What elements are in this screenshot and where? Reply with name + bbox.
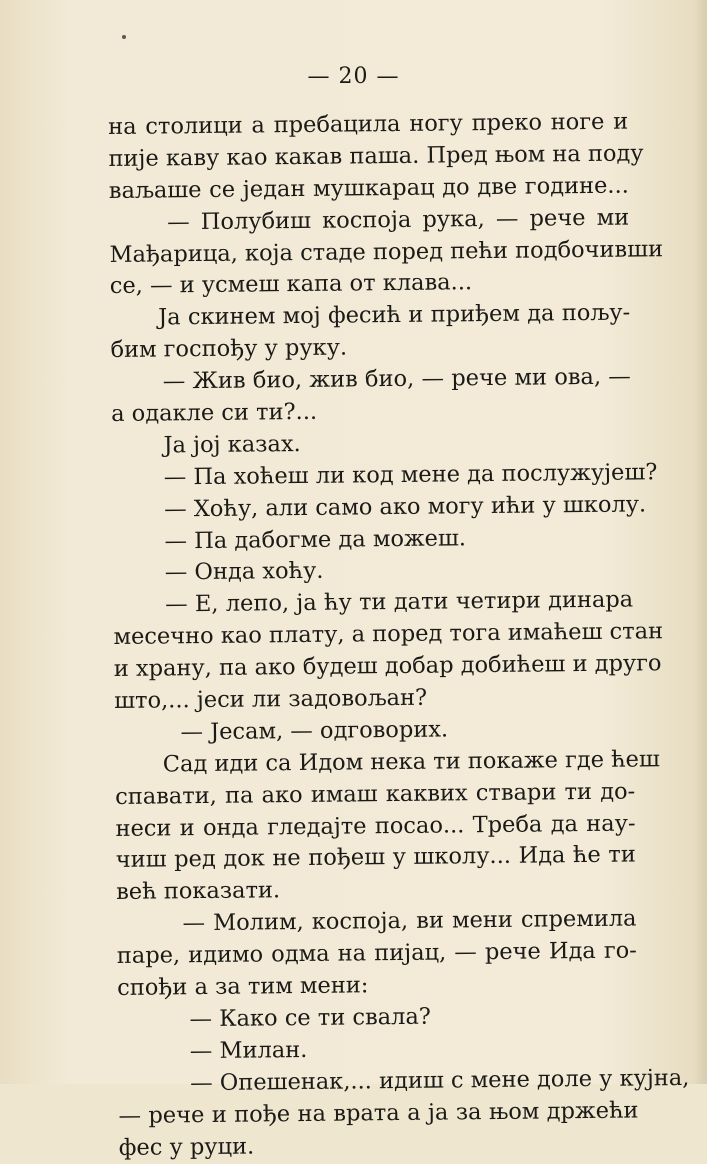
text-line: — Молим, коспоја, ви мени спремила <box>182 905 637 937</box>
text-line: Ја јој казах. <box>163 430 301 459</box>
ink-speck <box>122 35 126 39</box>
text-line: Ја скинем мој фесић и приђем да пољу- <box>158 299 631 331</box>
text-line: и храну, па ако будеш добар добићеш и друго <box>113 650 662 683</box>
text-line: Мађарица, која стаде поред пећи подбочивши <box>109 235 664 268</box>
text-line: на столици а пребацила ногу преко ноге и <box>108 108 629 140</box>
text-line: — Па хоћеш ли код мене да послужујеш? <box>163 459 658 491</box>
text-line: — Хоћу, али само ако могу ићи у школу. <box>164 491 647 523</box>
text-line: а одакле си ти?... <box>111 398 318 427</box>
text-line: — Жив био, жив био, — рече ми ова, — <box>162 363 631 395</box>
text-line: већ показати. <box>116 877 281 906</box>
text-line: — Опешенак,... идиш с мене доле у кујна, <box>190 1064 690 1096</box>
text-line: — Јесам, — одговорих. <box>180 716 449 746</box>
text-line: ваљаше се један мушкарац до две године... <box>108 172 629 204</box>
text-line: — Онда хоћу. <box>164 558 324 586</box>
text-line: — Полубиш коспоја рука, — рече ми <box>167 204 630 236</box>
text-line: — Како се ти свала? <box>189 1003 431 1033</box>
text-line: спавати, па ако имаш каквих ствари ти до- <box>115 778 636 810</box>
text-line: — Е, лепо, ја ћу ти дати четири динара <box>165 586 634 618</box>
text-line: фес у руци. <box>118 1133 255 1161</box>
text-line: се, — и усмеш капа от клава... <box>109 269 473 300</box>
text-line: — рече и пође на врата а ја за њом држећи <box>118 1097 639 1129</box>
text-line: — Па дабогме да можеш. <box>164 524 467 555</box>
text-line: бим госпођу у руку. <box>110 334 348 364</box>
page-number: — 20 — <box>307 64 400 89</box>
text-line: чиш ред док не пођеш у школу... Ида ће ти <box>115 841 636 874</box>
text-line: спођи а за тим мени: <box>117 972 369 1001</box>
text-line: Сад иди са Идом нека ти покаже где ћеш <box>162 746 660 778</box>
text-line: неси и онда гледајте посао... Треба да нау- <box>115 810 636 842</box>
text-line: паре, идимо одма на пијац, — рече Ида го- <box>116 937 637 970</box>
page-edge-shadow <box>693 0 707 1084</box>
text-line: пије каву као какав паша. Пред њом на поду <box>108 140 644 172</box>
text-line: што,... јеси ли задовољан? <box>114 684 428 714</box>
text-line: — Милан. <box>189 1036 308 1065</box>
text-line: месечно као плату, а поред тога имаћеш стан <box>113 618 664 651</box>
body-text <box>108 107 690 1164</box>
